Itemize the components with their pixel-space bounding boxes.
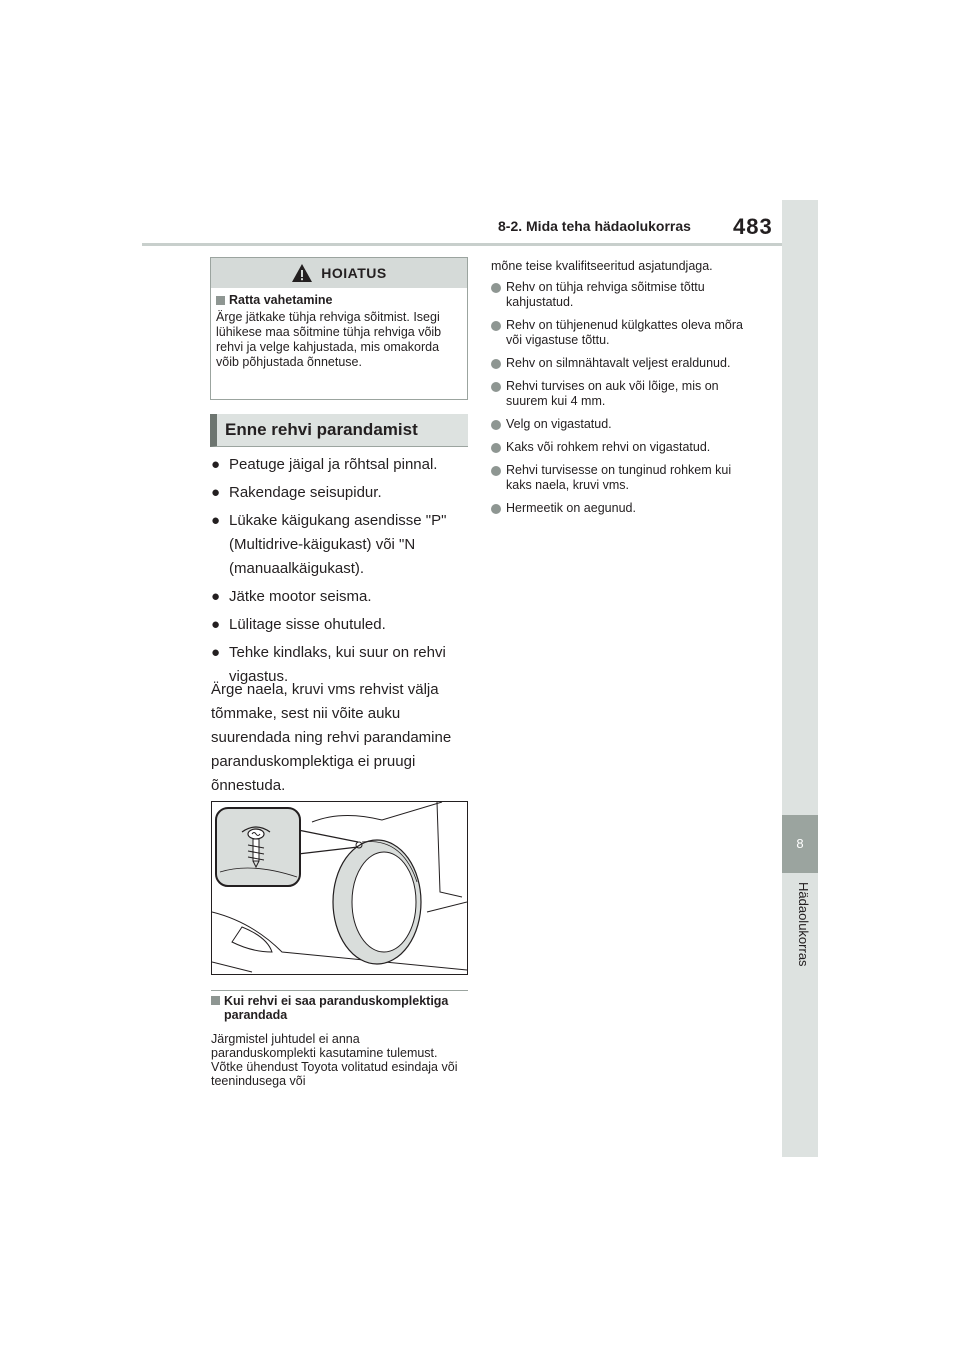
warning-subtitle-text: Ratta vahetamine (229, 293, 333, 307)
bullet-icon (491, 321, 501, 331)
steps-list (211, 453, 473, 693)
list-item-text: Rehvi turvises on auk või lõige, mis on suurem kui 4 mm. (506, 379, 719, 408)
bullet-icon: ● (211, 484, 221, 501)
bullet-icon: ● (211, 512, 221, 529)
bullet-icon (491, 359, 501, 369)
list-item-text: Peatuge jäigal ja rõhtsal pinnal. (229, 456, 438, 473)
note-paragraph: Ärge naela, kruvi vms rehvist välja tõmmake, sest nii võite auku suurendada ning rehvi parandamine paranduskomplektiga ei pruugi õnnestuda. (211, 681, 452, 794)
illustration-drawing (212, 802, 467, 974)
warning-body: Ärge jätkake tühja rehviga sõitmist. Isegi lühikese maa sõitmine tühja rehviga võib rehvi ja velge kahjustada, mis omakorda võib põhjustada õnnetuse. (216, 310, 442, 369)
page-number: 483 (733, 214, 773, 239)
list-item (491, 280, 759, 310)
list-item (211, 585, 473, 609)
subsection-title (211, 994, 468, 1022)
bullet-icon (491, 382, 501, 392)
header-rule (142, 243, 782, 246)
list-item-text: Lülitage sisse ohutuled. (229, 616, 386, 633)
bullet-icon (491, 466, 501, 476)
section-heading-text: Enne rehvi parandamist (225, 420, 418, 439)
list-item (491, 379, 759, 409)
section-title: 8-2. Mida teha hädaolukorras (498, 218, 691, 234)
bullet-icon: ● (211, 588, 221, 605)
list-item (491, 440, 759, 455)
tire-shape (333, 840, 421, 964)
bullet-icon (491, 283, 501, 293)
list-item (491, 318, 759, 348)
square-bullet-icon (216, 296, 225, 305)
section-heading (210, 414, 468, 447)
list-item-text: Rakendage seisupidur. (229, 484, 382, 501)
list-item-text: Jätke mootor seisma. (229, 588, 372, 605)
warning-header (211, 258, 467, 288)
bullet-icon (491, 504, 501, 514)
list-item-text: Lükake käigukang asendisse "P" (Multidrive-käigukast) või "N (manuaalkäigukast). (229, 512, 447, 577)
square-bullet-icon (211, 996, 220, 1005)
warning-subtitle (216, 293, 462, 307)
chapter-label: Hädaolukorras (796, 882, 811, 967)
list-item-text: Velg on vigastatud. (506, 417, 612, 431)
bullet-icon (491, 443, 501, 453)
list-item (211, 509, 473, 581)
warning-title: HOIATUS (321, 265, 387, 281)
tire-with-screw-illustration (211, 801, 468, 975)
list-item (211, 453, 473, 477)
conditions-list (491, 280, 759, 524)
warning-triangle-icon (291, 263, 313, 283)
bullet-icon (491, 420, 501, 430)
screw-zoom-icon (216, 808, 300, 886)
list-item-text: Rehv on tühjenenud külgkattes oleva mõra või vigastuse tõttu. (506, 318, 743, 347)
chapter-side-tab (782, 200, 818, 1157)
list-item-text: Rehv on silmnähtavalt veljest eraldunud. (506, 356, 731, 370)
continued-text: mõne teise kvalifitseeritud asjatundjaga. (491, 259, 713, 273)
list-item (491, 356, 759, 371)
list-item-text: Hermeetik on aegunud. (506, 501, 636, 515)
warning-box (210, 257, 468, 400)
list-item-text: Tehke kindlaks, kui suur on rehvi vigastus. (229, 644, 446, 685)
subsection-body: Järgmistel juhtudel ei anna paranduskomplekti kasutamine tulemust. Võtke ühendust Toyota volitatud esindaja või teenindusega või (211, 1032, 458, 1088)
subsection-title-text: Kui rehvi ei saa paranduskomplektiga parandada (224, 994, 449, 1022)
bullet-icon: ● (211, 616, 221, 633)
list-item (491, 417, 759, 432)
list-item (491, 463, 759, 493)
list-item-text: Rehvi turvisesse on tunginud rohkem kui kaks naela, kruvi vms. (506, 463, 732, 492)
list-item-text: Kaks või rohkem rehvi on vigastatud. (506, 440, 711, 454)
list-item-text: Rehv on tühja rehviga sõitmise tõttu kahjustatud. (506, 280, 705, 309)
bullet-icon: ● (211, 644, 221, 661)
subsection-rule (211, 990, 468, 991)
bullet-icon: ● (211, 456, 221, 473)
list-item (211, 613, 473, 637)
list-item (491, 501, 759, 516)
list-item (211, 481, 473, 505)
chapter-number[interactable]: 8 (782, 815, 818, 873)
